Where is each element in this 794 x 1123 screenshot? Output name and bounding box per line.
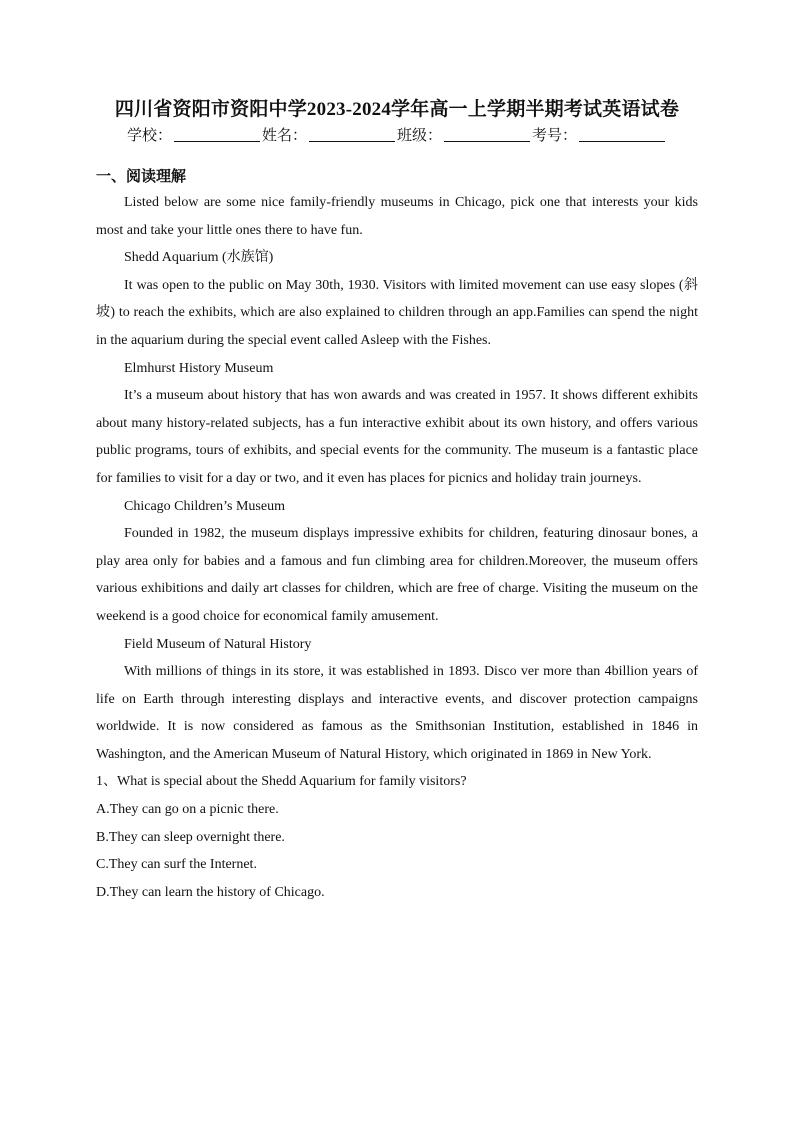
name-blank[interactable] [309, 127, 395, 142]
museum-text-elmhurst: It’s a museum about history that has won awards and was created in 1957. It shows different exhibits about many history-related subjects, has a fun interactive exhibit about its own history, and offers various public programs, tours of exhibits, and special events for the community. The museum is a fantastic place for families to visit for a day or two, and it even has places for picnics and holiday train journeys. [96, 388, 698, 486]
student-info-line [96, 125, 698, 147]
exam-number-label: 考号： [532, 128, 578, 144]
school-label: 学校： [126, 128, 172, 144]
option-a[interactable]: A.They can go on a picnic there. [96, 802, 279, 818]
option-c[interactable]: C.They can surf the Internet. [96, 857, 257, 873]
intro-paragraph: Listed below are some nice family-friendly museums in Chicago, pick one that interests your kids most and take your little ones there to have fun. [96, 195, 698, 238]
exam-number-blank[interactable] [579, 127, 665, 142]
option-d[interactable]: D.They can learn the history of Chicago. [96, 884, 325, 900]
museum-heading-field: Field Museum of Natural History [124, 636, 312, 652]
class-label: 班级： [397, 128, 443, 144]
option-b[interactable]: B.They can sleep overnight there. [96, 829, 285, 845]
question-1: 1、What is special about the Shedd Aquarium for family visitors? [96, 774, 467, 790]
museum-heading-elmhurst: Elmhurst History Museum [124, 360, 274, 376]
name-label: 姓名： [261, 128, 307, 144]
museum-text-shedd: It was open to the public on May 30th, 1930. Visitors with limited movement can use easy slopes (斜坡) to reach the exhibits, which are also explained to children through an app.Families can spend the night in the aquarium during the special event called Asleep with the Fishes. [96, 277, 698, 348]
exam-title: 四川省资阳市资阳中学2023-2024学年高一上学期半期考试英语试卷 [114, 99, 680, 120]
museum-text-childrens: Founded in 1982, the museum displays impressive exhibits for children, featuring dinosaur bones, a play area only for babies and a famous and fun climbing area for children.Moreover, the museum offers various exhibitions and daily art classes for children, which are free of charge. Visiting the museum on the weekend is a good choice for economical family amusement. [96, 526, 698, 624]
museum-text-field: With millions of things in its store, it was established in 1893. Disco ver more than 4billion years of life on Earth through interesting displays and interactive events, and discover protection campaigns worldwide. It is now considered as famous as the Smithsonian Institution, established in 1846 in Washington, and the American Museum of Natural History, which originated in 1869 in New York. [96, 664, 698, 762]
museum-heading-childrens: Chicago Children’s Museum [124, 498, 285, 514]
class-blank[interactable] [444, 127, 530, 142]
school-blank[interactable] [174, 127, 260, 142]
section-heading: 一、阅读理解 [96, 169, 187, 185]
museum-heading-shedd: Shedd Aquarium (水族馆) [124, 250, 274, 266]
